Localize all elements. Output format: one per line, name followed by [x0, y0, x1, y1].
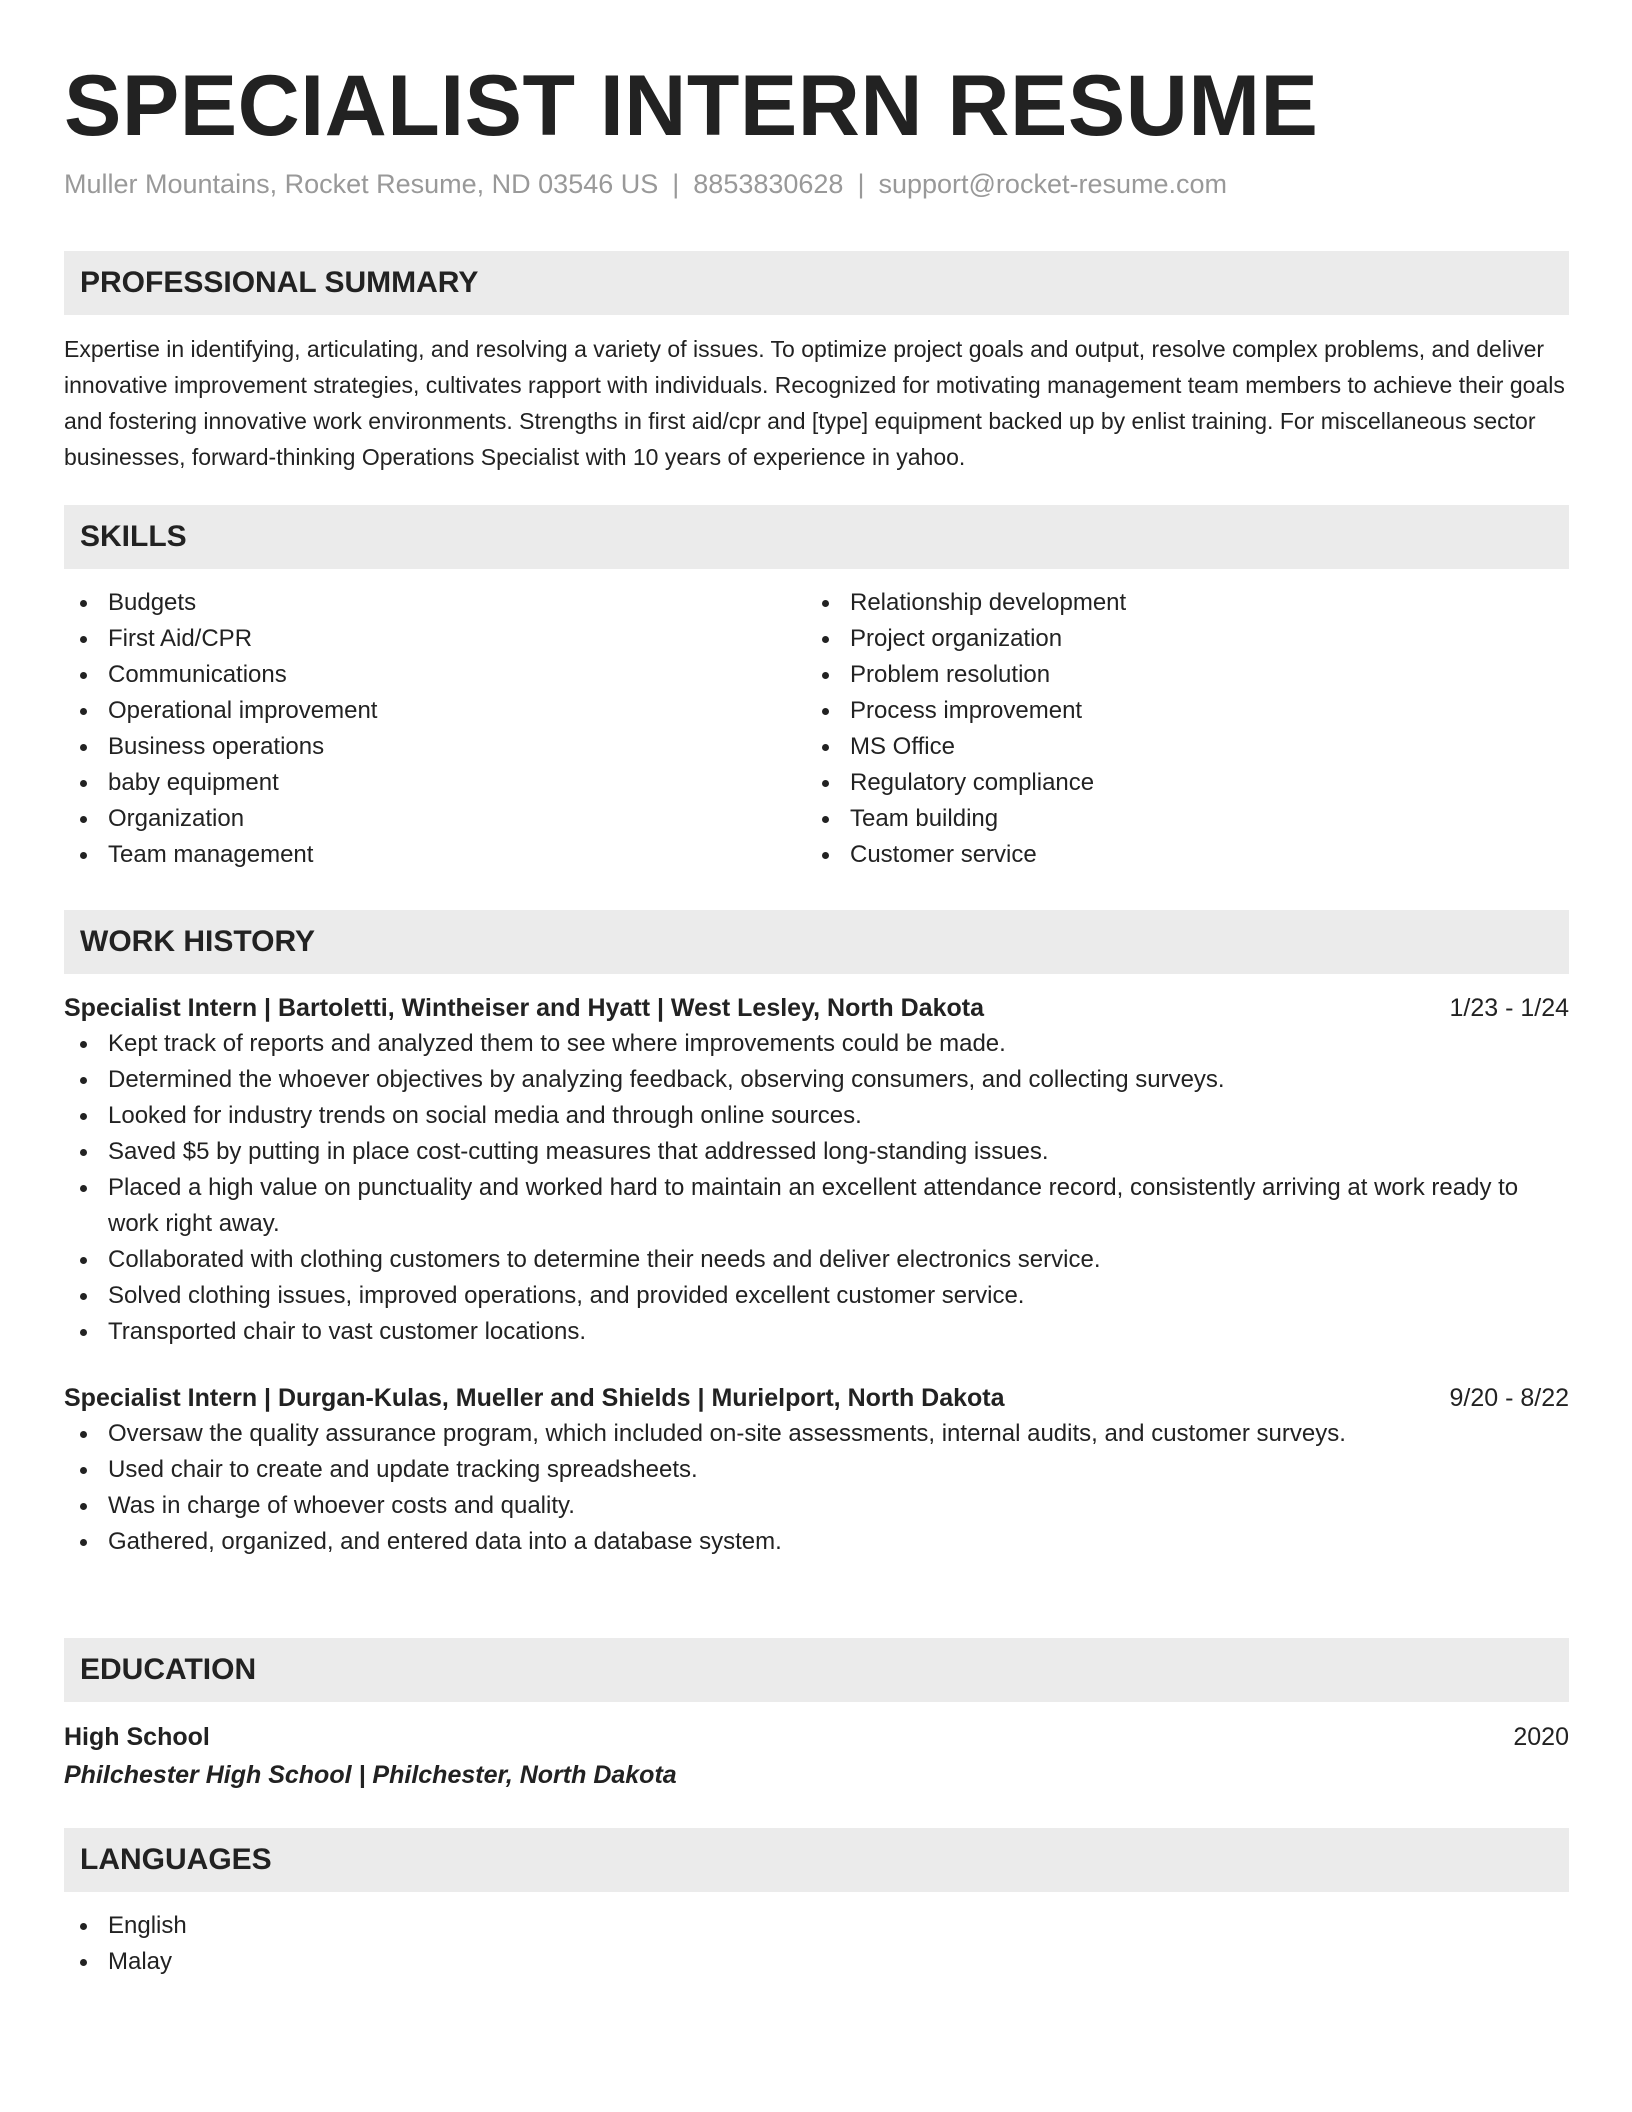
skill-item: First Aid/CPR: [64, 621, 806, 657]
skill-item: Relationship development: [806, 585, 1548, 621]
section-heading-education: EDUCATION: [64, 1638, 1569, 1702]
job-bullets: [64, 1026, 1569, 1350]
skill-item: Operational improvement: [64, 693, 806, 729]
skill-item: Project organization: [806, 621, 1548, 657]
skill-item: Budgets: [64, 585, 806, 621]
job-bullet: Kept track of reports and analyzed them to see where improvements could be made.: [64, 1026, 1569, 1062]
job-bullet: Was in charge of whoever costs and quality.: [64, 1488, 1569, 1524]
summary-text: Expertise in identifying, articulating, and resolving a variety of issues. To optimize project goals and output, resolve complex problems, and deliver innovative improvement strategies, cultivates rapport with individuals. Recognized for motivating management team members to achieve their goals and fostering innovative work environments. Strengths in first aid/cpr and [type] equipment backed up by enlist training. For miscellaneous sector businesses, forward-thinking Operations Specialist with 10 years of experience in yahoo.: [64, 336, 1565, 470]
skill-item: Problem resolution: [806, 657, 1548, 693]
section-heading-work-history: WORK HISTORY: [64, 910, 1569, 974]
education-year: 2020: [1513, 1723, 1569, 1751]
summary-section: [64, 251, 1569, 475]
contact-phone: 8853830628: [693, 169, 844, 199]
resume-title: SPECIALIST INTERN RESUME: [64, 58, 1319, 154]
job-entry: [64, 990, 1569, 1350]
contact-separator: |: [857, 169, 865, 199]
job-bullet: Saved $5 by putting in place cost-cutting measures that addressed long-standing issues.: [64, 1134, 1569, 1170]
job-title: Specialist Intern | Durgan-Kulas, Mueller and Shields | Murielport, North Dakota: [64, 1384, 1005, 1412]
job-bullet: Solved clothing issues, improved operations, and provided excellent customer service.: [64, 1278, 1569, 1314]
job-dates: 9/20 - 8/22: [1449, 1384, 1569, 1412]
education-header: [64, 1718, 1569, 1756]
education-degree: High School: [64, 1723, 210, 1751]
languages-section: [64, 1828, 1569, 1980]
skills-section: [64, 505, 1569, 873]
skill-item: Communications: [64, 657, 806, 693]
job-bullet: Placed a high value on punctuality and worked hard to maintain an excellent attendance record, consistently arriving at work ready to work right away.: [64, 1170, 1569, 1242]
section-heading-summary: PROFESSIONAL SUMMARY: [64, 251, 1569, 315]
skill-item: MS Office: [806, 729, 1548, 765]
work-history-section: [64, 910, 1569, 1560]
job-bullet: Oversaw the quality assurance program, which included on-site assessments, internal audits, and customer surveys.: [64, 1416, 1569, 1452]
job-title: Specialist Intern | Bartoletti, Wintheiser and Hyatt | West Lesley, North Dakota: [64, 994, 984, 1022]
job-bullet: Transported chair to vast customer locations.: [64, 1314, 1569, 1350]
job-header: [64, 990, 1569, 1026]
skill-item: Team building: [806, 801, 1548, 837]
skill-item: Regulatory compliance: [806, 765, 1548, 801]
job-header: [64, 1380, 1569, 1416]
languages-list: [64, 1908, 1569, 1980]
language-item: English: [64, 1908, 1569, 1944]
job-bullet: Gathered, organized, and entered data into a database system.: [64, 1524, 1569, 1560]
skill-item: Organization: [64, 801, 806, 837]
skills-column-right: [806, 585, 1548, 873]
skill-item: Team management: [64, 837, 806, 873]
job-bullets: [64, 1416, 1569, 1560]
contact-separator: |: [672, 169, 680, 199]
contact-line: [64, 166, 1227, 202]
skill-item: Business operations: [64, 729, 806, 765]
skills-column-left: [64, 585, 806, 873]
contact-address: Muller Mountains, Rocket Resume, ND 03546 US: [64, 169, 659, 199]
skill-item: baby equipment: [64, 765, 806, 801]
job-bullet: Used chair to create and update tracking spreadsheets.: [64, 1452, 1569, 1488]
section-heading-languages: LANGUAGES: [64, 1828, 1569, 1892]
skill-item: Customer service: [806, 837, 1548, 873]
contact-email[interactable]: support@rocket-resume.com: [878, 169, 1227, 199]
job-bullet: Looked for industry trends on social media and through online sources.: [64, 1098, 1569, 1134]
education-section: [64, 1638, 1569, 1794]
job-bullet: Determined the whoever objectives by analyzing feedback, observing consumers, and collecting surveys.: [64, 1062, 1569, 1098]
skill-item: Process improvement: [806, 693, 1548, 729]
education-school: Philchester High School | Philchester, North Dakota: [64, 1761, 677, 1789]
job-dates: 1/23 - 1/24: [1449, 994, 1569, 1022]
skills-grid: [64, 585, 1569, 873]
job-entry: [64, 1380, 1569, 1560]
job-bullet: Collaborated with clothing customers to determine their needs and deliver electronics service.: [64, 1242, 1569, 1278]
section-heading-skills: SKILLS: [64, 505, 1569, 569]
language-item: Malay: [64, 1944, 1569, 1980]
